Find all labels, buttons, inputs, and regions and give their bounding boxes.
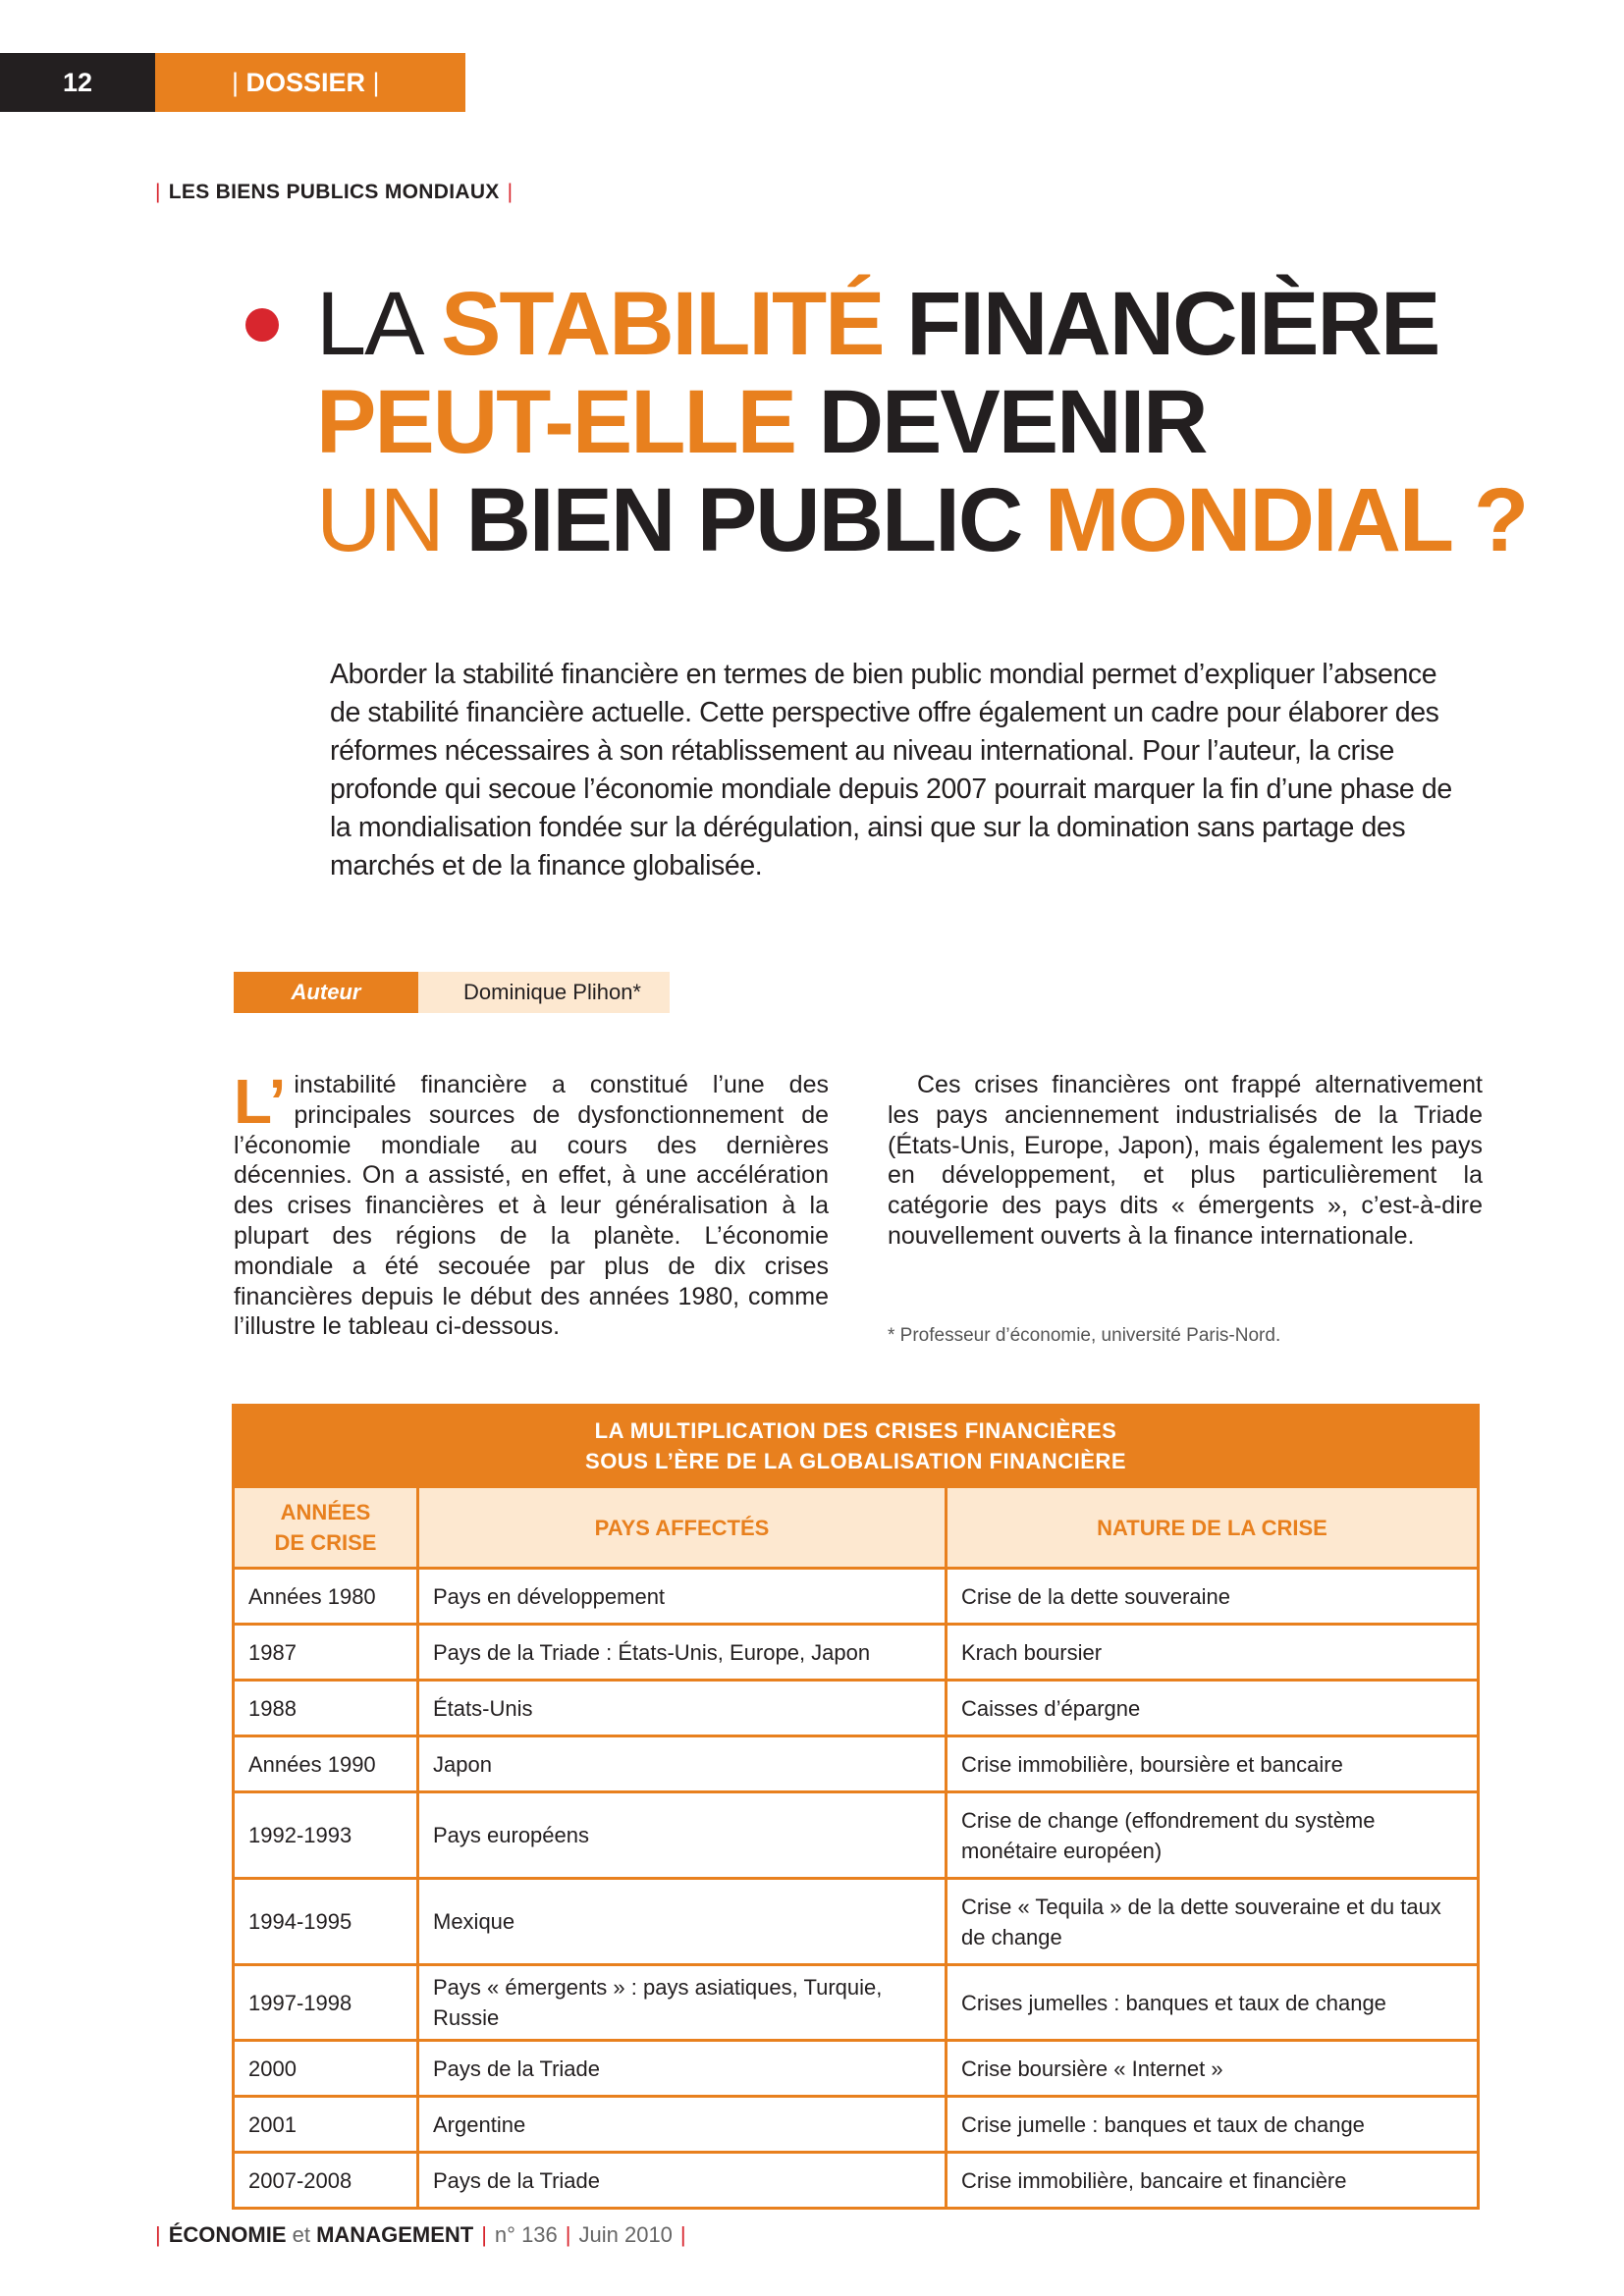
cell-nature: Crise de la dette souveraine xyxy=(947,1569,1479,1625)
cell-year: 1987 xyxy=(234,1625,418,1681)
cell-nature: Crises jumelles : banques et taux de change xyxy=(947,1965,1479,2041)
body-text-left: instabilité financière a constitué l’une des principales sources de dysfonctionnement de l’économie mondiale au cours des dernières décennies. On a assisté, en effet, à une accélération des crises financières et à leur généralisation à la plupart des régions de la planète. L’économie mondiale a été secouée par plus de dix crises financières depuis le début des années 1980, comme l’illustre le tableau ci-dessous. xyxy=(234,1071,829,1341)
cell-year: 2000 xyxy=(234,2041,418,2097)
article-title xyxy=(316,275,1527,569)
crises-table xyxy=(232,1404,1480,2210)
cell-countries: États-Unis xyxy=(418,1681,947,1736)
cell-nature: Crise de change (effondrement du système monétaire européen) xyxy=(947,1792,1479,1879)
title-line-3: UN BIEN PUBLIC MONDIAL ? xyxy=(316,470,1528,570)
magazine-name-a: ÉCONOMIE xyxy=(168,2222,287,2247)
table-row xyxy=(234,1625,1479,1681)
cell-year: 1988 xyxy=(234,1681,418,1736)
issue-number: n° 136 xyxy=(494,2222,558,2247)
table-row xyxy=(234,2041,1479,2097)
cell-countries: Pays de la Triade xyxy=(418,2041,947,2097)
cell-countries: Mexique xyxy=(418,1879,947,1965)
cell-countries: Japon xyxy=(418,1736,947,1792)
table-row xyxy=(234,2153,1479,2209)
column-header-nature: NATURE DE LA CRISE xyxy=(947,1487,1479,1569)
body-column-right xyxy=(888,1070,1483,1252)
table-title: LA MULTIPLICATION DES CRISES FINANCIÈRES SOUS L’ÈRE DE LA GLOBALISATION FINANCIÈRE xyxy=(234,1406,1479,1487)
cell-nature: Krach boursier xyxy=(947,1625,1479,1681)
cell-countries: Argentine xyxy=(418,2097,947,2153)
title-line-1: LA STABILITÉ FINANCIÈRE xyxy=(316,274,1439,374)
cell-year: 1992-1993 xyxy=(234,1792,418,1879)
cell-nature: Crise jumelle : banques et taux de change xyxy=(947,2097,1479,2153)
article-lede: Aborder la stabilité financière en termes de bien public mondial permet d’expliquer l’absence de stabilité financière actuelle. Cette perspective offre également un cadre pour élaborer des réformes nécessaires à son rétablissement au niveau international. Pour l’auteur, la crise profonde qui secoue l’économie mondiale depuis 2007 pourrait marquer la fin d’une phase de la mondialisation fondée sur la dérégulation, ainsi que sur la domination sans partage des marchés et de la finance globalisée. xyxy=(330,659,1452,881)
rubric-label: LES BIENS PUBLICS MONDIAUX xyxy=(168,181,500,203)
drop-cap: L’ xyxy=(234,1066,287,1137)
cell-countries: Pays européens xyxy=(418,1792,947,1879)
column-header-years: ANNÉES DE CRISE xyxy=(234,1487,418,1569)
cell-year: 1997-1998 xyxy=(234,1965,418,2041)
cell-year: 1994-1995 xyxy=(234,1879,418,1965)
cell-countries: Pays en développement xyxy=(418,1569,947,1625)
cell-nature: Crise immobilière, bancaire et financière xyxy=(947,2153,1479,2209)
table-row xyxy=(234,2097,1479,2153)
cell-nature: Crise boursière « Internet » xyxy=(947,2041,1479,2097)
title-line-2: PEUT-ELLE DEVENIR xyxy=(316,372,1207,472)
section-label: DOSSIER xyxy=(245,68,366,97)
rubric: | LES BIENS PUBLICS MONDIAUX | xyxy=(155,181,514,203)
page-number: 12 xyxy=(0,53,155,112)
cell-year: Années 1980 xyxy=(234,1569,418,1625)
cell-year: Années 1990 xyxy=(234,1736,418,1792)
table-row xyxy=(234,1681,1479,1736)
table-row xyxy=(234,1736,1479,1792)
author-label: Auteur xyxy=(234,972,418,1013)
body-column-left xyxy=(234,1066,829,1342)
table-row xyxy=(234,1965,1479,2041)
cell-countries: Pays de la Triade xyxy=(418,2153,947,2209)
author-footnote: * Professeur d’économie, université Paris-Nord. xyxy=(888,1325,1281,1346)
title-bullet-icon xyxy=(245,308,279,342)
table-row xyxy=(234,1792,1479,1879)
table-row xyxy=(234,1569,1479,1625)
cell-nature: Caisses d’épargne xyxy=(947,1681,1479,1736)
author-name: Dominique Plihon* xyxy=(418,972,670,1013)
cell-countries: Pays de la Triade : États-Unis, Europe, Japon xyxy=(418,1625,947,1681)
page-footer: | ÉCONOMIE et MANAGEMENT | n° 136 | Juin 2010 | xyxy=(155,2222,686,2247)
issue-date: Juin 2010 xyxy=(578,2222,673,2247)
cell-year: 2007-2008 xyxy=(234,2153,418,2209)
magazine-name-b: MANAGEMENT xyxy=(316,2222,474,2247)
section-tab: | DOSSIER | xyxy=(155,53,465,112)
column-header-countries: PAYS AFFECTÉS xyxy=(418,1487,947,1569)
cell-nature: Crise « Tequila » de la dette souveraine et du taux de change xyxy=(947,1879,1479,1965)
cell-nature: Crise immobilière, boursière et bancaire xyxy=(947,1736,1479,1792)
body-text-right: Ces crises financières ont frappé alternativement les pays anciennement industrialisés de la Triade (États-Unis, Europe, Japon), mais également les pays en développement, et plus particulièrement la catégorie des pays dits « émergents », c’est-à-dire nouvellement ouverts à la finance internationale. xyxy=(888,1071,1483,1250)
table-row xyxy=(234,1879,1479,1965)
cell-year: 2001 xyxy=(234,2097,418,2153)
cell-countries: Pays « émergents » : pays asiatiques, Turquie, Russie xyxy=(418,1965,947,2041)
